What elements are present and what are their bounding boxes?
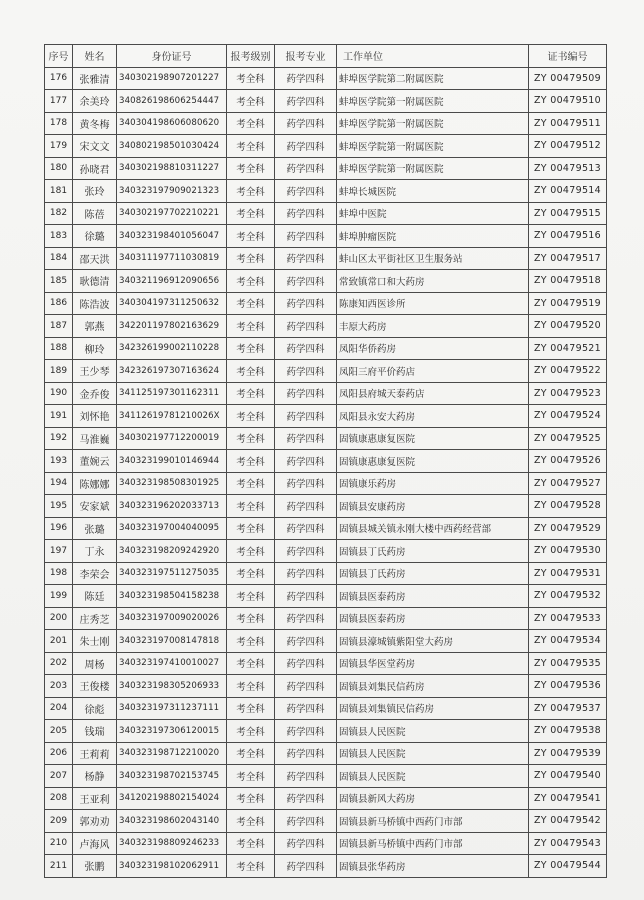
cell-no: 198 xyxy=(45,562,73,585)
cell-work-unit: 凤阳三府平价药店 xyxy=(337,360,529,383)
cell-work-unit: 蚌埠肿瘤医院 xyxy=(337,225,529,248)
cell-name: 王莉莉 xyxy=(73,742,117,765)
cell-no: 200 xyxy=(45,607,73,630)
cell-id-number: 340802198501030424 xyxy=(117,135,227,158)
table-row xyxy=(45,832,607,855)
cell-level: 考全科 xyxy=(227,427,275,450)
table-row xyxy=(45,360,607,383)
cell-level: 考全科 xyxy=(227,675,275,698)
table-row xyxy=(45,855,607,878)
cell-certificate-number: ZY 00479537 xyxy=(529,697,607,720)
cell-no: 184 xyxy=(45,247,73,270)
cell-certificate-number: ZY 00479524 xyxy=(529,405,607,428)
cell-no: 192 xyxy=(45,427,73,450)
cell-work-unit: 丰原大药房 xyxy=(337,315,529,338)
cell-name: 余美玲 xyxy=(73,90,117,113)
cell-no: 189 xyxy=(45,360,73,383)
header-cert: 证书编号 xyxy=(529,45,607,68)
cell-name: 丁永 xyxy=(73,540,117,563)
cell-level: 考全科 xyxy=(227,495,275,518)
cell-no: 180 xyxy=(45,157,73,180)
cell-work-unit: 固镇县新马桥镇中西药门市部 xyxy=(337,810,529,833)
cell-major: 药学四科 xyxy=(275,315,337,338)
cell-major: 药学四科 xyxy=(275,292,337,315)
cell-no: 211 xyxy=(45,855,73,878)
cell-name: 杨静 xyxy=(73,765,117,788)
cell-name: 陈浩波 xyxy=(73,292,117,315)
cell-id-number: 340323198305206933 xyxy=(117,675,227,698)
cell-id-number: 341125197301162311 xyxy=(117,382,227,405)
cell-certificate-number: ZY 00479538 xyxy=(529,720,607,743)
cell-no: 205 xyxy=(45,720,73,743)
cell-work-unit: 凤阳县永安大药房 xyxy=(337,405,529,428)
cell-no: 191 xyxy=(45,405,73,428)
cell-certificate-number: ZY 00479523 xyxy=(529,382,607,405)
cell-major: 药学四科 xyxy=(275,540,337,563)
cell-certificate-number: ZY 00479521 xyxy=(529,337,607,360)
cell-id-number: 340323197306120015 xyxy=(117,720,227,743)
cell-major: 药学四科 xyxy=(275,742,337,765)
cell-work-unit: 蚌埠中医院 xyxy=(337,202,529,225)
table-row xyxy=(45,90,607,113)
cell-no: 195 xyxy=(45,495,73,518)
cell-level: 考全科 xyxy=(227,90,275,113)
cell-name: 张雅清 xyxy=(73,67,117,90)
cell-certificate-number: ZY 00479544 xyxy=(529,855,607,878)
cell-work-unit: 固镇康乐药房 xyxy=(337,472,529,495)
cell-certificate-number: ZY 00479515 xyxy=(529,202,607,225)
cell-name: 王俊楼 xyxy=(73,675,117,698)
cell-certificate-number: ZY 00479528 xyxy=(529,495,607,518)
header-no: 序号 xyxy=(45,45,73,68)
cell-name: 徐璐 xyxy=(73,225,117,248)
cell-major: 药学四科 xyxy=(275,382,337,405)
table-row xyxy=(45,180,607,203)
cell-major: 药学四科 xyxy=(275,270,337,293)
cell-no: 190 xyxy=(45,382,73,405)
cell-work-unit: 固镇县丁氏药房 xyxy=(337,562,529,585)
cell-work-unit: 固镇康惠康复医院 xyxy=(337,450,529,473)
cell-level: 考全科 xyxy=(227,472,275,495)
cell-certificate-number: ZY 00479522 xyxy=(529,360,607,383)
cell-level: 考全科 xyxy=(227,855,275,878)
cell-id-number: 340323198508301925 xyxy=(117,472,227,495)
cell-certificate-number: ZY 00479518 xyxy=(529,270,607,293)
cell-certificate-number: ZY 00479509 xyxy=(529,67,607,90)
table-row xyxy=(45,607,607,630)
cell-certificate-number: ZY 00479535 xyxy=(529,652,607,675)
cell-name: 朱士刚 xyxy=(73,630,117,653)
cell-no: 186 xyxy=(45,292,73,315)
table-row xyxy=(45,135,607,158)
cell-certificate-number: ZY 00479526 xyxy=(529,450,607,473)
header-level: 报考级别 xyxy=(227,45,275,68)
cell-major: 药学四科 xyxy=(275,135,337,158)
cell-major: 药学四科 xyxy=(275,202,337,225)
cell-no: 183 xyxy=(45,225,73,248)
cell-no: 199 xyxy=(45,585,73,608)
cell-level: 考全科 xyxy=(227,112,275,135)
cell-work-unit: 固镇县丁氏药房 xyxy=(337,540,529,563)
cell-no: 196 xyxy=(45,517,73,540)
cell-name: 刘怀艳 xyxy=(73,405,117,428)
cell-work-unit: 固镇县新风大药房 xyxy=(337,787,529,810)
cell-major: 药学四科 xyxy=(275,405,337,428)
cell-certificate-number: ZY 00479533 xyxy=(529,607,607,630)
cell-level: 考全科 xyxy=(227,157,275,180)
cell-no: 176 xyxy=(45,67,73,90)
table-row xyxy=(45,652,607,675)
cell-level: 考全科 xyxy=(227,540,275,563)
cell-level: 考全科 xyxy=(227,225,275,248)
cell-certificate-number: ZY 00479543 xyxy=(529,832,607,855)
cell-name: 陈廷 xyxy=(73,585,117,608)
table-row xyxy=(45,810,607,833)
cell-level: 考全科 xyxy=(227,315,275,338)
cell-major: 药学四科 xyxy=(275,832,337,855)
cell-level: 考全科 xyxy=(227,405,275,428)
cell-certificate-number: ZY 00479527 xyxy=(529,472,607,495)
cell-major: 药学四科 xyxy=(275,765,337,788)
cell-major: 药学四科 xyxy=(275,450,337,473)
cell-work-unit: 常致镇常口和大药房 xyxy=(337,270,529,293)
cell-certificate-number: ZY 00479540 xyxy=(529,765,607,788)
cell-id-number: 340323198504158238 xyxy=(117,585,227,608)
cell-name: 安家斌 xyxy=(73,495,117,518)
cell-level: 考全科 xyxy=(227,337,275,360)
cell-name: 周杨 xyxy=(73,652,117,675)
cell-major: 药学四科 xyxy=(275,90,337,113)
cell-id-number: 340323197511275035 xyxy=(117,562,227,585)
table-row xyxy=(45,225,607,248)
cell-level: 考全科 xyxy=(227,360,275,383)
cell-id-number: 340302198907201227 xyxy=(117,67,227,90)
cell-no: 187 xyxy=(45,315,73,338)
cell-name: 张玲 xyxy=(73,180,117,203)
cell-level: 考全科 xyxy=(227,450,275,473)
table-body xyxy=(45,67,607,877)
cell-id-number: 340323198809246233 xyxy=(117,832,227,855)
cell-no: 197 xyxy=(45,540,73,563)
cell-major: 药学四科 xyxy=(275,180,337,203)
cell-level: 考全科 xyxy=(227,292,275,315)
cell-work-unit: 固镇县人民医院 xyxy=(337,720,529,743)
cell-certificate-number: ZY 00479534 xyxy=(529,630,607,653)
cell-work-unit: 固镇县人民医院 xyxy=(337,742,529,765)
cell-id-number: 342201197802163629 xyxy=(117,315,227,338)
table-row xyxy=(45,427,607,450)
cell-certificate-number: ZY 00479539 xyxy=(529,742,607,765)
cell-major: 药学四科 xyxy=(275,360,337,383)
cell-work-unit: 陈康知西医诊所 xyxy=(337,292,529,315)
cell-level: 考全科 xyxy=(227,720,275,743)
cell-certificate-number: ZY 00479516 xyxy=(529,225,607,248)
cell-id-number: 342326199002110228 xyxy=(117,337,227,360)
cell-id-number: 340323198209242920 xyxy=(117,540,227,563)
cell-id-number: 340323198102062911 xyxy=(117,855,227,878)
cell-id-number: 340323197008147818 xyxy=(117,630,227,653)
cell-id-number: 340323197909021323 xyxy=(117,180,227,203)
cell-name: 孙晓君 xyxy=(73,157,117,180)
cell-name: 陈娜娜 xyxy=(73,472,117,495)
cell-id-number: 340323197009020026 xyxy=(117,607,227,630)
cell-work-unit: 固镇县张华药房 xyxy=(337,855,529,878)
cell-work-unit: 凤阳县府城天泰药店 xyxy=(337,382,529,405)
cell-major: 药学四科 xyxy=(275,157,337,180)
cell-level: 考全科 xyxy=(227,810,275,833)
cell-certificate-number: ZY 00479541 xyxy=(529,787,607,810)
cell-certificate-number: ZY 00479531 xyxy=(529,562,607,585)
cell-certificate-number: ZY 00479536 xyxy=(529,675,607,698)
cell-certificate-number: ZY 00479510 xyxy=(529,90,607,113)
certificate-roster-table xyxy=(44,44,607,878)
cell-work-unit: 蚌埠医学院第一附属医院 xyxy=(337,112,529,135)
cell-id-number: 340323196202033713 xyxy=(117,495,227,518)
cell-level: 考全科 xyxy=(227,517,275,540)
cell-id-number: 340323199010146944 xyxy=(117,450,227,473)
table-row xyxy=(45,67,607,90)
cell-name: 张鹏 xyxy=(73,855,117,878)
cell-name: 宋文文 xyxy=(73,135,117,158)
cell-certificate-number: ZY 00479525 xyxy=(529,427,607,450)
cell-id-number: 340304198606080620 xyxy=(117,112,227,135)
table-row xyxy=(45,787,607,810)
cell-level: 考全科 xyxy=(227,607,275,630)
cell-level: 考全科 xyxy=(227,270,275,293)
cell-major: 药学四科 xyxy=(275,607,337,630)
cell-work-unit: 蚌埠医学院第二附属医院 xyxy=(337,67,529,90)
cell-no: 204 xyxy=(45,697,73,720)
header-unit: 工作单位 xyxy=(337,45,529,68)
cell-id-number: 342326197307163624 xyxy=(117,360,227,383)
cell-no: 210 xyxy=(45,832,73,855)
table-row xyxy=(45,585,607,608)
cell-id-number: 340323198712210020 xyxy=(117,742,227,765)
cell-work-unit: 凤阳华侨药房 xyxy=(337,337,529,360)
cell-name: 王少琴 xyxy=(73,360,117,383)
cell-name: 郭燕 xyxy=(73,315,117,338)
cell-level: 考全科 xyxy=(227,67,275,90)
table-row xyxy=(45,405,607,428)
cell-level: 考全科 xyxy=(227,382,275,405)
cell-name: 金乔俊 xyxy=(73,382,117,405)
cell-level: 考全科 xyxy=(227,247,275,270)
table-row xyxy=(45,517,607,540)
cell-major: 药学四科 xyxy=(275,472,337,495)
cell-id-number: 340304197311250632 xyxy=(117,292,227,315)
table-row xyxy=(45,675,607,698)
cell-certificate-number: ZY 00479514 xyxy=(529,180,607,203)
cell-no: 203 xyxy=(45,675,73,698)
header-name: 姓名 xyxy=(73,45,117,68)
header-major: 报考专业 xyxy=(275,45,337,68)
cell-no: 208 xyxy=(45,787,73,810)
cell-name: 邵天洪 xyxy=(73,247,117,270)
table-row xyxy=(45,697,607,720)
cell-work-unit: 固镇县人民医院 xyxy=(337,765,529,788)
table-row xyxy=(45,382,607,405)
header-id: 身份证号 xyxy=(117,45,227,68)
table-row xyxy=(45,562,607,585)
cell-name: 李荣会 xyxy=(73,562,117,585)
cell-name: 张璐 xyxy=(73,517,117,540)
cell-no: 178 xyxy=(45,112,73,135)
cell-level: 考全科 xyxy=(227,135,275,158)
cell-level: 考全科 xyxy=(227,562,275,585)
table-row xyxy=(45,337,607,360)
table-row xyxy=(45,112,607,135)
cell-id-number: 340323197311237111 xyxy=(117,697,227,720)
cell-name: 耿德清 xyxy=(73,270,117,293)
table-row xyxy=(45,450,607,473)
cell-no: 193 xyxy=(45,450,73,473)
table-row xyxy=(45,540,607,563)
cell-no: 185 xyxy=(45,270,73,293)
cell-no: 202 xyxy=(45,652,73,675)
table-row xyxy=(45,157,607,180)
cell-name: 钱瑞 xyxy=(73,720,117,743)
cell-major: 药学四科 xyxy=(275,427,337,450)
cell-major: 药学四科 xyxy=(275,697,337,720)
cell-name: 黄冬梅 xyxy=(73,112,117,135)
cell-name: 庄秀芝 xyxy=(73,607,117,630)
cell-work-unit: 蚌山区太平街社区卫生服务站 xyxy=(337,247,529,270)
cell-work-unit: 固镇县医泰药房 xyxy=(337,607,529,630)
cell-work-unit: 固镇县刘集民信药房 xyxy=(337,675,529,698)
cell-work-unit: 固镇县华医堂药房 xyxy=(337,652,529,675)
cell-certificate-number: ZY 00479511 xyxy=(529,112,607,135)
cell-major: 药学四科 xyxy=(275,337,337,360)
cell-certificate-number: ZY 00479519 xyxy=(529,292,607,315)
header-row xyxy=(45,45,607,68)
cell-no: 188 xyxy=(45,337,73,360)
cell-major: 药学四科 xyxy=(275,585,337,608)
cell-major: 药学四科 xyxy=(275,675,337,698)
cell-major: 药学四科 xyxy=(275,247,337,270)
cell-level: 考全科 xyxy=(227,697,275,720)
cell-no: 207 xyxy=(45,765,73,788)
cell-no: 182 xyxy=(45,202,73,225)
cell-major: 药学四科 xyxy=(275,67,337,90)
cell-work-unit: 固镇县城关镇永刚大楼中西药经营部 xyxy=(337,517,529,540)
cell-work-unit: 固镇县刘集镇民信药房 xyxy=(337,697,529,720)
cell-name: 柳玲 xyxy=(73,337,117,360)
cell-id-number: 340302197702210221 xyxy=(117,202,227,225)
cell-work-unit: 固镇县新马桥镇中西药门市部 xyxy=(337,832,529,855)
cell-certificate-number: ZY 00479520 xyxy=(529,315,607,338)
cell-name: 卢海风 xyxy=(73,832,117,855)
cell-id-number: 340311197711030819 xyxy=(117,247,227,270)
table-row xyxy=(45,720,607,743)
cell-name: 马淮巍 xyxy=(73,427,117,450)
cell-no: 177 xyxy=(45,90,73,113)
cell-no: 181 xyxy=(45,180,73,203)
cell-major: 药学四科 xyxy=(275,855,337,878)
cell-name: 徐彪 xyxy=(73,697,117,720)
cell-id-number: 340323198602043140 xyxy=(117,810,227,833)
cell-major: 药学四科 xyxy=(275,562,337,585)
cell-level: 考全科 xyxy=(227,787,275,810)
table-row xyxy=(45,495,607,518)
cell-id-number: 340321196912090656 xyxy=(117,270,227,293)
cell-certificate-number: ZY 00479542 xyxy=(529,810,607,833)
cell-major: 药学四科 xyxy=(275,720,337,743)
cell-level: 考全科 xyxy=(227,630,275,653)
cell-major: 药学四科 xyxy=(275,810,337,833)
cell-work-unit: 蚌埠医学院第一附属医院 xyxy=(337,135,529,158)
cell-major: 药学四科 xyxy=(275,787,337,810)
table-row xyxy=(45,270,607,293)
cell-no: 209 xyxy=(45,810,73,833)
cell-name: 董婉云 xyxy=(73,450,117,473)
cell-id-number: 340323197004040095 xyxy=(117,517,227,540)
table-row xyxy=(45,315,607,338)
cell-certificate-number: ZY 00479530 xyxy=(529,540,607,563)
cell-work-unit: 固镇康惠康复医院 xyxy=(337,427,529,450)
cell-work-unit: 蚌埠医学院第一附属医院 xyxy=(337,90,529,113)
cell-level: 考全科 xyxy=(227,765,275,788)
cell-level: 考全科 xyxy=(227,202,275,225)
cell-level: 考全科 xyxy=(227,742,275,765)
cell-level: 考全科 xyxy=(227,585,275,608)
table-row xyxy=(45,630,607,653)
cell-major: 药学四科 xyxy=(275,112,337,135)
cell-name: 王亚利 xyxy=(73,787,117,810)
cell-work-unit: 固镇县安康药房 xyxy=(337,495,529,518)
table-row xyxy=(45,765,607,788)
table-row xyxy=(45,292,607,315)
cell-major: 药学四科 xyxy=(275,517,337,540)
cell-id-number: 340323198401056047 xyxy=(117,225,227,248)
cell-level: 考全科 xyxy=(227,180,275,203)
cell-name: 陈蓓 xyxy=(73,202,117,225)
cell-major: 药学四科 xyxy=(275,225,337,248)
cell-level: 考全科 xyxy=(227,832,275,855)
cell-id-number: 340323197410010027 xyxy=(117,652,227,675)
cell-level: 考全科 xyxy=(227,652,275,675)
table-row xyxy=(45,472,607,495)
cell-work-unit: 固镇县濠城镇紫阳堂大药房 xyxy=(337,630,529,653)
cell-certificate-number: ZY 00479532 xyxy=(529,585,607,608)
cell-id-number: 341202198802154024 xyxy=(117,787,227,810)
cell-id-number: 340826198606254447 xyxy=(117,90,227,113)
cell-no: 201 xyxy=(45,630,73,653)
cell-no: 194 xyxy=(45,472,73,495)
cell-major: 药学四科 xyxy=(275,630,337,653)
cell-name: 郭劝劝 xyxy=(73,810,117,833)
cell-id-number: 340323198702153745 xyxy=(117,765,227,788)
cell-major: 药学四科 xyxy=(275,652,337,675)
cell-certificate-number: ZY 00479517 xyxy=(529,247,607,270)
cell-id-number: 340302198810311227 xyxy=(117,157,227,180)
cell-work-unit: 蚌埠长城医院 xyxy=(337,180,529,203)
table-row xyxy=(45,247,607,270)
cell-certificate-number: ZY 00479529 xyxy=(529,517,607,540)
cell-work-unit: 固镇县医泰药房 xyxy=(337,585,529,608)
table-row xyxy=(45,742,607,765)
cell-major: 药学四科 xyxy=(275,495,337,518)
cell-id-number: 340302197712200019 xyxy=(117,427,227,450)
cell-no: 179 xyxy=(45,135,73,158)
cell-no: 206 xyxy=(45,742,73,765)
cell-id-number: 34112619781210026X xyxy=(117,405,227,428)
cell-certificate-number: ZY 00479513 xyxy=(529,157,607,180)
table-row xyxy=(45,202,607,225)
cell-certificate-number: ZY 00479512 xyxy=(529,135,607,158)
cell-work-unit: 蚌埠医学院第一附属医院 xyxy=(337,157,529,180)
